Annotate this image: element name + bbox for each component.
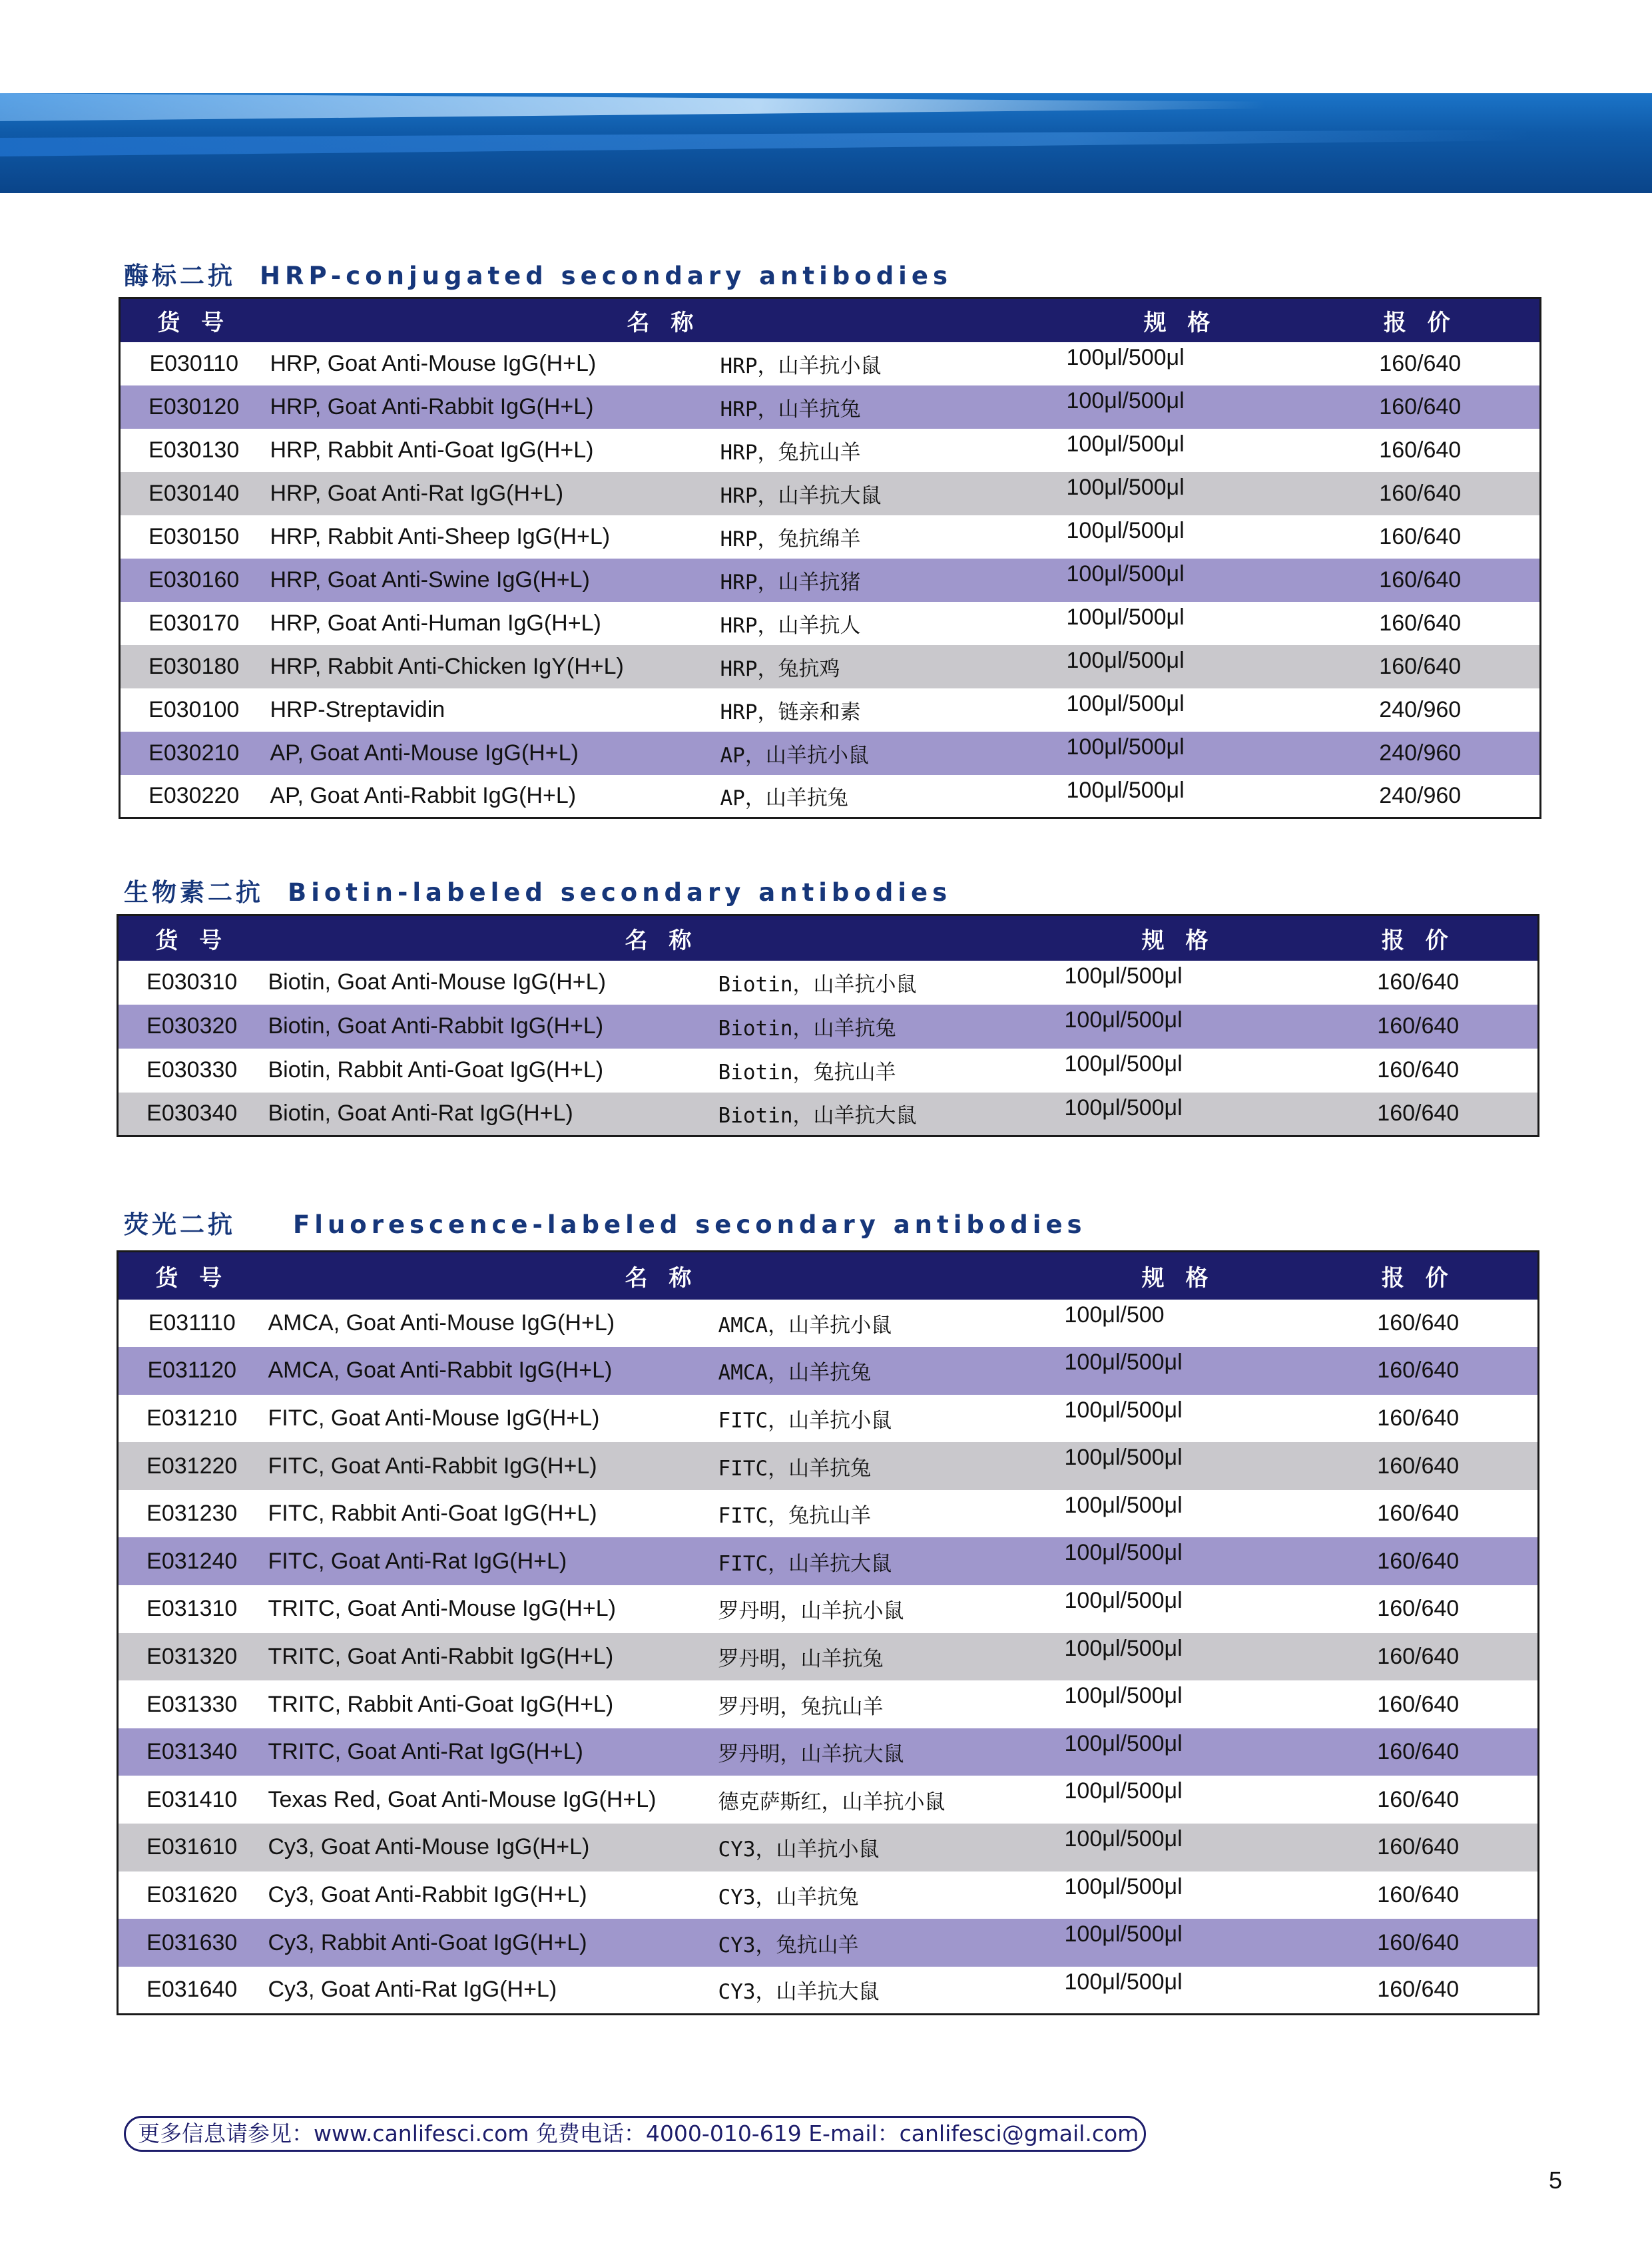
header-code: 货 号 (118, 915, 266, 961)
product-name-cn: CY3，兔抗山羊 (718, 1919, 1058, 1967)
product-name-en: Cy3, Goat Anti-Mouse IgG(H+L) (266, 1824, 718, 1871)
product-name-cn: HRP，兔抗绵羊 (720, 515, 1060, 559)
product-name-cn: AMCA，山羊抗兔 (718, 1347, 1058, 1395)
table-row (118, 1633, 1539, 1681)
product-spec: 100μl/500μl (1058, 1490, 1299, 1538)
product-code: E031340 (118, 1728, 266, 1776)
product-name-en: Cy3, Goat Anti-Rat IgG(H+L) (266, 1967, 718, 2015)
product-code: E031240 (118, 1537, 266, 1585)
product-name-en: TRITC, Goat Anti-Mouse IgG(H+L) (266, 1585, 718, 1633)
product-name-en: HRP, Goat Anti-Rat IgG(H+L) (268, 472, 720, 515)
product-name-en: Biotin, Goat Anti-Rat IgG(H+L) (266, 1093, 718, 1136)
header-code: 货 号 (120, 298, 268, 342)
table-row (118, 1728, 1539, 1776)
table-row (120, 515, 1541, 559)
table-row (120, 688, 1541, 732)
table-row (118, 1585, 1539, 1633)
product-spec: 100μl/500μl (1058, 1049, 1299, 1093)
table-row (120, 602, 1541, 645)
product-name-cn: HRP，山羊抗猪 (720, 559, 1060, 602)
product-name-en: AP, Goat Anti-Mouse IgG(H+L) (268, 732, 720, 775)
product-price: 160/640 (1299, 1633, 1539, 1681)
product-name-en: HRP, Rabbit Anti-Chicken IgY(H+L) (268, 645, 720, 688)
section-title-fluorescence (124, 1204, 1087, 1240)
product-spec: 100μl/500μl (1058, 1919, 1299, 1967)
product-code: E031330 (118, 1680, 266, 1728)
product-price: 160/640 (1301, 515, 1541, 559)
table-row (120, 559, 1541, 602)
product-code: E030320 (118, 1005, 266, 1049)
footer-text: 更多信息请参见：www.canlifesci.com 免费电话：4000-010-619 E-mail：canlifesci@gmail.com (138, 2120, 1139, 2146)
table-row (118, 1919, 1539, 1967)
header-name: 名 称 (266, 915, 1058, 961)
section-title-biotin (124, 872, 952, 908)
table-row (118, 1871, 1539, 1919)
product-name-cn: Biotin，山羊抗大鼠 (718, 1093, 1058, 1136)
product-name-en: FITC, Rabbit Anti-Goat IgG(H+L) (266, 1490, 718, 1538)
section-title-cn: 荧光二抗 (124, 1210, 236, 1239)
product-name-cn: 罗丹明，山羊抗大鼠 (718, 1728, 1058, 1776)
product-name-en: HRP, Goat Anti-Rabbit IgG(H+L) (268, 385, 720, 429)
product-name-cn: 罗丹明，山羊抗小鼠 (718, 1585, 1058, 1633)
section-title-en: Fluorescence-labeled secondary antibodies (293, 1210, 1087, 1239)
product-spec: 100μl/500μl (1060, 429, 1301, 472)
product-code: E030100 (120, 688, 268, 732)
product-name-en: HRP, Goat Anti-Human IgG(H+L) (268, 602, 720, 645)
product-name-cn: CY3，山羊抗大鼠 (718, 1967, 1058, 2015)
product-name-en: AMCA, Goat Anti-Rabbit IgG(H+L) (266, 1347, 718, 1395)
product-name-cn: 德克萨斯红，山羊抗小鼠 (718, 1776, 1058, 1824)
product-spec: 100μl/500μl (1058, 1395, 1299, 1443)
header-price: 报 价 (1301, 298, 1541, 342)
table-row (120, 645, 1541, 688)
header-price: 报 价 (1299, 915, 1539, 961)
product-price: 160/640 (1299, 1049, 1539, 1093)
product-name-cn: Biotin，山羊抗兔 (718, 1005, 1058, 1049)
product-code: E031320 (118, 1633, 266, 1681)
product-spec: 100μl/500μl (1060, 688, 1301, 732)
product-code: E030210 (120, 732, 268, 775)
product-spec: 100μl/500μl (1058, 1967, 1299, 2015)
table-row (118, 1005, 1539, 1049)
header-name: 名 称 (266, 1252, 1058, 1300)
product-price: 160/640 (1299, 1824, 1539, 1871)
table-header-row (118, 915, 1539, 961)
table-header-row (120, 298, 1541, 342)
section-title-cn: 酶标二抗 (124, 262, 236, 290)
product-spec: 100μl/500μl (1058, 1585, 1299, 1633)
product-spec: 100μl/500μl (1060, 559, 1301, 602)
product-name-cn: FITC，山羊抗大鼠 (718, 1537, 1058, 1585)
product-price: 160/640 (1299, 961, 1539, 1005)
product-price: 160/640 (1299, 1347, 1539, 1395)
product-name-en: HRP, Goat Anti-Mouse IgG(H+L) (268, 342, 720, 385)
table-row (120, 342, 1541, 385)
product-name-cn: AP，山羊抗小鼠 (720, 732, 1060, 775)
product-name-en: HRP, Rabbit Anti-Goat IgG(H+L) (268, 429, 720, 472)
product-code: E030110 (120, 342, 268, 385)
product-name-en: HRP, Goat Anti-Swine IgG(H+L) (268, 559, 720, 602)
product-spec: 100μl/500μl (1058, 1093, 1299, 1136)
product-name-cn: HRP，兔抗鸡 (720, 645, 1060, 688)
section-title-en: HRP-conjugated secondary antibodies (260, 262, 952, 290)
product-price: 160/640 (1301, 429, 1541, 472)
product-name-cn: CY3，山羊抗兔 (718, 1871, 1058, 1919)
table-row (118, 1093, 1539, 1136)
product-spec: 100μl/500μl (1058, 1537, 1299, 1585)
product-spec: 100μl/500μl (1060, 602, 1301, 645)
product-name-en: Biotin, Goat Anti-Mouse IgG(H+L) (266, 961, 718, 1005)
product-price: 160/640 (1299, 1537, 1539, 1585)
product-name-en: Cy3, Rabbit Anti-Goat IgG(H+L) (266, 1919, 718, 1967)
product-price: 240/960 (1301, 688, 1541, 732)
product-spec: 100μl/500μl (1058, 1680, 1299, 1728)
product-name-cn: Biotin，兔抗山羊 (718, 1049, 1058, 1093)
product-price: 160/640 (1299, 1919, 1539, 1967)
product-code: E030330 (118, 1049, 266, 1093)
product-code: E030310 (118, 961, 266, 1005)
product-name-en: Cy3, Goat Anti-Rabbit IgG(H+L) (266, 1871, 718, 1919)
product-price: 240/960 (1301, 732, 1541, 775)
section-title-cn: 生物素二抗 (124, 878, 264, 907)
product-code: E031230 (118, 1490, 266, 1538)
product-price: 160/640 (1299, 1442, 1539, 1490)
contact-footer (124, 2116, 1146, 2152)
header-spec: 规 格 (1060, 298, 1301, 342)
product-code: E031220 (118, 1442, 266, 1490)
product-price: 160/640 (1299, 1871, 1539, 1919)
product-code: E031210 (118, 1395, 266, 1443)
product-code: E030170 (120, 602, 268, 645)
product-name-en: FITC, Goat Anti-Rabbit IgG(H+L) (266, 1442, 718, 1490)
product-price: 160/640 (1299, 1490, 1539, 1538)
table-row (118, 1776, 1539, 1824)
product-price: 160/640 (1299, 1395, 1539, 1443)
product-name-en: Biotin, Goat Anti-Rabbit IgG(H+L) (266, 1005, 718, 1049)
hrp-product-table (119, 297, 1541, 819)
table-row (118, 1680, 1539, 1728)
product-price: 160/640 (1301, 602, 1541, 645)
page-number: 5 (1549, 2166, 1563, 2194)
product-name-en: Biotin, Rabbit Anti-Goat IgG(H+L) (266, 1049, 718, 1093)
table-row (118, 1490, 1539, 1538)
product-name-cn: CY3，山羊抗小鼠 (718, 1824, 1058, 1871)
product-code: E030180 (120, 645, 268, 688)
product-name-cn: 罗丹明，兔抗山羊 (718, 1680, 1058, 1728)
product-code: E031410 (118, 1776, 266, 1824)
fluorescence-product-table (117, 1250, 1539, 2015)
header-spec: 规 格 (1058, 915, 1299, 961)
table-header-row (118, 1252, 1539, 1300)
product-spec: 100μl/500 (1058, 1300, 1299, 1348)
table-row (118, 1049, 1539, 1093)
product-name-en: TRITC, Goat Anti-Rat IgG(H+L) (266, 1728, 718, 1776)
header-spec: 规 格 (1058, 1252, 1299, 1300)
product-price: 160/640 (1301, 559, 1541, 602)
table-row (120, 472, 1541, 515)
product-price: 240/960 (1301, 775, 1541, 818)
product-code: E031620 (118, 1871, 266, 1919)
product-name-cn: FITC，山羊抗小鼠 (718, 1395, 1058, 1443)
table-row (118, 1537, 1539, 1585)
product-price: 160/640 (1299, 1680, 1539, 1728)
product-price: 160/640 (1299, 1585, 1539, 1633)
table-row (120, 732, 1541, 775)
product-code: E031640 (118, 1967, 266, 2015)
product-name-en: TRITC, Goat Anti-Rabbit IgG(H+L) (266, 1633, 718, 1681)
section-title-hrp (124, 256, 952, 292)
header-code: 货 号 (118, 1252, 266, 1300)
table-row (118, 1347, 1539, 1395)
product-spec: 100μl/500μl (1058, 1824, 1299, 1871)
product-spec: 100μl/500μl (1058, 1871, 1299, 1919)
product-spec: 100μl/500μl (1058, 1442, 1299, 1490)
banner-streak (0, 93, 1265, 121)
header-banner (0, 93, 1652, 193)
product-spec: 100μl/500μl (1060, 775, 1301, 818)
section-title-en: Biotin-labeled secondary antibodies (288, 878, 952, 907)
product-code: E030140 (120, 472, 268, 515)
product-spec: 100μl/500μl (1060, 472, 1301, 515)
product-name-en: FITC, Goat Anti-Mouse IgG(H+L) (266, 1395, 718, 1443)
table-row (120, 775, 1541, 818)
product-name-en: HRP, Rabbit Anti-Sheep IgG(H+L) (268, 515, 720, 559)
product-name-cn: HRP，兔抗山羊 (720, 429, 1060, 472)
product-spec: 100μl/500μl (1060, 342, 1301, 385)
product-spec: 100μl/500μl (1060, 515, 1301, 559)
product-name-cn: FITC，山羊抗兔 (718, 1442, 1058, 1490)
product-name-cn: 罗丹明，山羊抗兔 (718, 1633, 1058, 1681)
product-price: 160/640 (1299, 1728, 1539, 1776)
product-code: E030160 (120, 559, 268, 602)
product-code: E031610 (118, 1824, 266, 1871)
product-name-cn: HRP，山羊抗大鼠 (720, 472, 1060, 515)
product-spec: 100μl/500μl (1058, 1633, 1299, 1681)
product-price: 160/640 (1301, 385, 1541, 429)
banner-streak-lower (0, 130, 1531, 156)
product-code: E031630 (118, 1919, 266, 1967)
product-code: E030220 (120, 775, 268, 818)
product-price: 160/640 (1301, 472, 1541, 515)
product-code: E031110 (118, 1300, 266, 1348)
product-spec: 100μl/500μl (1058, 961, 1299, 1005)
product-name-cn: HRP，山羊抗兔 (720, 385, 1060, 429)
table-row (118, 961, 1539, 1005)
product-name-cn: HRP，山羊抗人 (720, 602, 1060, 645)
product-name-cn: AP，山羊抗兔 (720, 775, 1060, 818)
biotin-product-table (117, 914, 1539, 1137)
product-code: E030120 (120, 385, 268, 429)
header-price: 报 价 (1299, 1252, 1539, 1300)
product-spec: 100μl/500μl (1058, 1347, 1299, 1395)
product-spec: 100μl/500μl (1058, 1776, 1299, 1824)
table-row (118, 1967, 1539, 2015)
product-name-cn: HRP，山羊抗小鼠 (720, 342, 1060, 385)
product-name-cn: AMCA，山羊抗小鼠 (718, 1300, 1058, 1348)
table-row (120, 429, 1541, 472)
product-price: 160/640 (1299, 1093, 1539, 1136)
product-name-en: HRP-Streptavidin (268, 688, 720, 732)
product-code: E031310 (118, 1585, 266, 1633)
product-code: E030150 (120, 515, 268, 559)
product-spec: 100μl/500μl (1058, 1728, 1299, 1776)
product-code: E030130 (120, 429, 268, 472)
product-price: 160/640 (1301, 645, 1541, 688)
header-name: 名 称 (268, 298, 1060, 342)
table-row (118, 1300, 1539, 1348)
product-spec: 100μl/500μl (1060, 732, 1301, 775)
product-spec: 100μl/500μl (1058, 1005, 1299, 1049)
product-name-en: AP, Goat Anti-Rabbit IgG(H+L) (268, 775, 720, 818)
product-price: 160/640 (1299, 1967, 1539, 2015)
product-code: E030340 (118, 1093, 266, 1136)
product-name-cn: Biotin，山羊抗小鼠 (718, 961, 1058, 1005)
product-name-en: FITC, Goat Anti-Rat IgG(H+L) (266, 1537, 718, 1585)
table-row (118, 1442, 1539, 1490)
table-row (120, 385, 1541, 429)
product-code: E031120 (118, 1347, 266, 1395)
product-name-cn: FITC，兔抗山羊 (718, 1490, 1058, 1538)
product-spec: 100μl/500μl (1060, 385, 1301, 429)
table-row (118, 1824, 1539, 1871)
product-name-en: Texas Red, Goat Anti-Mouse IgG(H+L) (266, 1776, 718, 1824)
product-price: 160/640 (1301, 342, 1541, 385)
table-row (118, 1395, 1539, 1443)
product-price: 160/640 (1299, 1300, 1539, 1348)
product-name-en: TRITC, Rabbit Anti-Goat IgG(H+L) (266, 1680, 718, 1728)
product-price: 160/640 (1299, 1776, 1539, 1824)
product-name-cn: HRP，链亲和素 (720, 688, 1060, 732)
product-price: 160/640 (1299, 1005, 1539, 1049)
product-spec: 100μl/500μl (1060, 645, 1301, 688)
product-name-en: AMCA, Goat Anti-Mouse IgG(H+L) (266, 1300, 718, 1348)
